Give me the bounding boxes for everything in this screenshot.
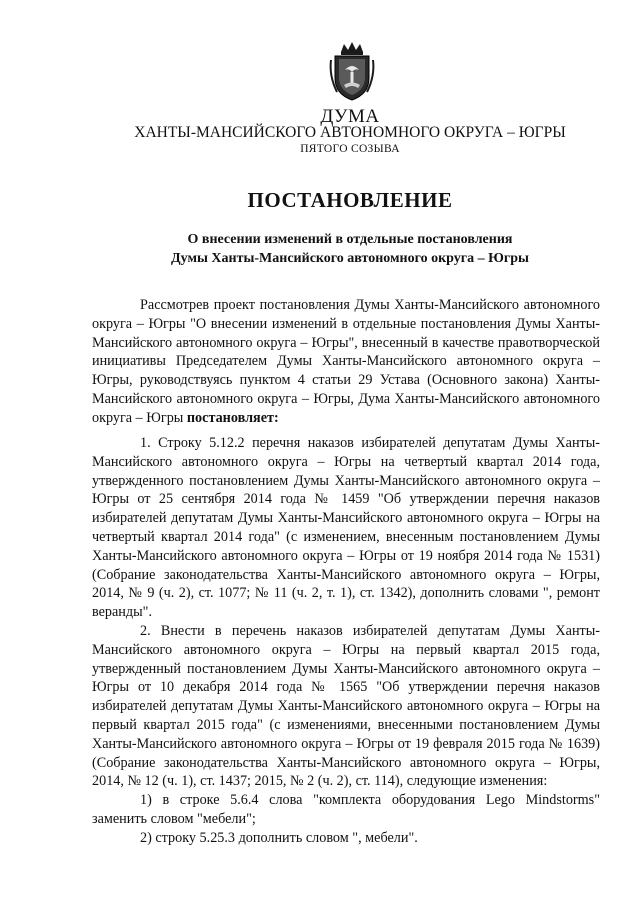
item-1: 1. Строку 5.12.2 перечня наказов избирателей депутатам Думы Ханты-Мансийского автономного округа – Югры на четвертый квартал 2014 года, утвержденного постановлением Думы Ханты-Мансийского автономного округа – Югры от 25 сентября 2014 года № 1459 "Об утверждении перечня наказов избирателей депутатам Думы Ханты-Мансийского автономного округа – Югры на четвертый квартал 2014 года" (с изменением, внесенным постановлением Думы Ханты-Мансийского автономного округа – Югры от 19 ноября 2014 года № 1531) (Собрание законодательства Ханты-Мансийского автономного округа – Югры, 2014, № 9 (ч. 2), ст. 1077; № 11 (ч. 2, т. 1), ст. 1342), дополнить словами ", ремонт веранды". bbox=[92, 435, 600, 621]
intro-body: Рассмотрев проект постановления Думы Ханты-Мансийского автономного округа – Югры "О внесении изменений в отдельные постановления Думы Ханты-Мансийского автономного округа – Югры", внесенный в качестве правотворческой инициативы Председателем Думы Ханты-Мансийского автономного округа – Югры, руководствуясь пунктом 4 статьи 29 Устава (Основного закона) Ханты-Мансийского автономного округа – Югры, Дума Ханты-Мансийского автономного округа – Югры bbox=[92, 297, 600, 426]
item-2-sub-2: 2) строку 5.25.3 дополнить словом ", мебели". bbox=[140, 829, 418, 846]
org-title: ДУМА bbox=[320, 106, 380, 127]
resolution-items bbox=[92, 434, 600, 848]
intro-paragraph bbox=[92, 296, 600, 428]
convocation: ПЯТОГО СОЗЫВА bbox=[300, 143, 400, 155]
coat-of-arms-icon bbox=[327, 40, 377, 104]
document-subject-line1: О внесении изменений в отдельные постановления bbox=[187, 232, 513, 247]
intro-text bbox=[92, 296, 600, 428]
document-type-title: ПОСТАНОВЛЕНИЕ bbox=[247, 188, 453, 212]
document-subject-line2: Думы Ханты-Мансийского автономного округа – Югры bbox=[171, 251, 529, 266]
item-2: 2. Внести в перечень наказов избирателей депутатам Думы Ханты-Мансийского автономного округа – Югры на первый квартал 2015 года, утвержденный постановлением Думы Ханты-Мансийского автономного округа – Югры от 10 декабря 2014 года № 1565 "Об утверждении перечня наказов избирателей депутатам Думы Ханты-Мансийского автономного округа – Югры на первый квартал 2015 года" (с изменениями, внесенными постановлением Думы Ханты-Мансийского автономного округа – Югры от 19 февраля 2015 года № 1639) (Собрание законодательства Ханты-Мансийского автономного округа – Югры, 2014, № 12 (ч. 1), ст. 1437; 2015, № 2 (ч. 2), ст. 114), следующие изменения: bbox=[92, 622, 600, 790]
document-subject bbox=[30, 230, 640, 268]
org-subtitle: ХАНТЫ-МАНСИЙСКОГО АВТОНОМНОГО ОКРУГА – ЮГРЫ bbox=[134, 124, 566, 141]
item-2-sub-1: 1) в строке 5.6.4 слова "комплекта оборудования Lego Mindstorms" заменить словом "мебели"; bbox=[92, 792, 600, 827]
resolves-word: постановляет: bbox=[186, 409, 279, 426]
